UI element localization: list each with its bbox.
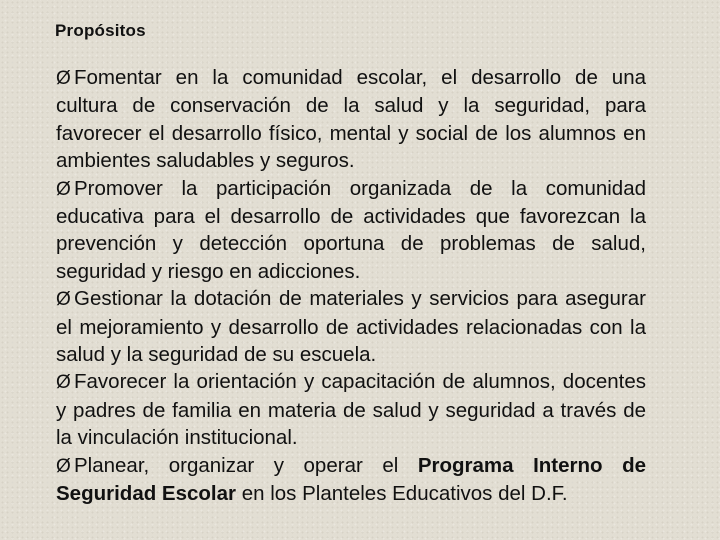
list-item (56, 64, 646, 175)
program-name: Programa Interno de Seguridad Escolar (56, 453, 646, 506)
list-item (56, 368, 646, 451)
arrow-bullet-icon: Ø (56, 68, 71, 89)
arrow-bullet-icon: Ø (56, 289, 71, 311)
list-item-text: Promover la participación organizada de la comunidad educativa para el desarrollo de actividades que favorezcan la prevención y detección oportuna de problemas de salud, seguridad y riesgo en adicciones. (56, 176, 646, 283)
list-item-text: Favorecer la orientación y capacitación de alumnos, docentes y padres de familia en materia de salud y seguridad a través de la vinculación institucional. (56, 370, 646, 450)
list-item (56, 452, 646, 508)
page-title: Propósitos (55, 21, 146, 40)
list-item-text: Gestionar la dotación de materiales y servicios para asegurar el mejoramiento y desarrollo de actividades relacionadas con la salud y la seguridad de su escuela. (56, 287, 646, 367)
list-item (56, 175, 646, 286)
list-item-text-before: Planear, organizar y operar el (74, 453, 418, 477)
arrow-bullet-icon: Ø (56, 372, 71, 394)
arrow-bullet-icon: Ø (56, 455, 71, 477)
purposes-list (56, 64, 646, 508)
list-item-text: Fomentar en la comunidad escolar, el desarrollo de una cultura de conservación de la salud y la seguridad, para favorecer el desarrollo físico, mental y social de los alumnos en ambientes saludables y seguros. (56, 66, 646, 173)
list-item-text-after: en los Planteles Educativos del D.F. (236, 482, 568, 506)
arrow-bullet-icon: Ø (56, 178, 71, 200)
list-item (56, 285, 646, 368)
